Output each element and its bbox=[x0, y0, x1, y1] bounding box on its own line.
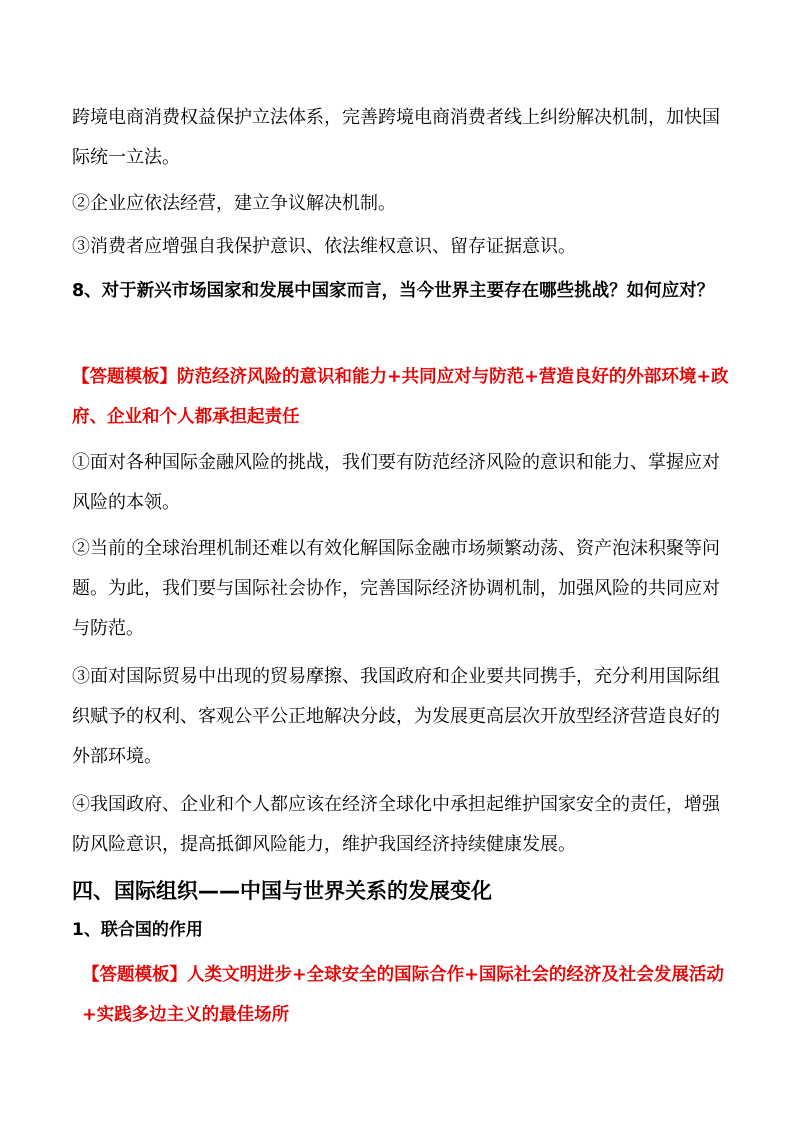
question-8-answer-template: 【答题模板】防范经济风险的意识和能力+共同应对与防范+营造良好的外部环境+政府、企业和个人都承担起责任 bbox=[72, 367, 729, 427]
section-4-q1-answer-template: 【答题模板】人类文明进步+全球安全的国际合作+国际社会的经济及社会发展活动+实践多边主义的最佳场所 bbox=[82, 965, 724, 1025]
question-8-item-4: ④我国政府、企业和个人都应该在经济全球化中承担起维护国家安全的责任，增强防风险意识，提高抵御风险能力，维护我国经济持续健康发展。 bbox=[72, 794, 720, 855]
section-4-heading: 四、国际组织——中国与世界关系的发展变化 bbox=[72, 879, 492, 903]
question-8-item-1: ①面对各种国际金融风险的挑战，我们要有防范经济风险的意识和能力、掌握应对风险的本领。 bbox=[72, 452, 720, 513]
question-8-item-2: ②当前的全球治理机制还难以有效化解国际金融市场频繁动荡、资产泡沫积聚等问题。为此，我们要与国际社会协作，完善国际经济协调机制，加强风险的共同应对与防范。 bbox=[72, 538, 720, 639]
list-item-consumer: ③消费者应增强自我保护意识、依法维权意识、留存证据意识。 bbox=[72, 236, 576, 257]
paragraph-continuation: 跨境电商消费权益保护立法体系，完善跨境电商消费者线上纠纷解决机制，加快国际统一立法。 bbox=[72, 107, 720, 168]
list-item-enterprise: ②企业应依法经营，建立争议解决机制。 bbox=[72, 193, 396, 214]
section-4-q1-title: 1、联合国的作用 bbox=[72, 920, 203, 940]
question-8-item-3: ③面对国际贸易中出现的贸易摩擦、我国政府和企业要共同携手，充分利用国际组织赋予的权利、客观公平公正地解决分歧，为发展更高层次开放型经济营造良好的外部环境。 bbox=[72, 666, 720, 767]
question-8-title: 8、对于新兴市场国家和发展中国家而言，当今世界主要存在哪些挑战？如何应对？ bbox=[72, 281, 715, 301]
